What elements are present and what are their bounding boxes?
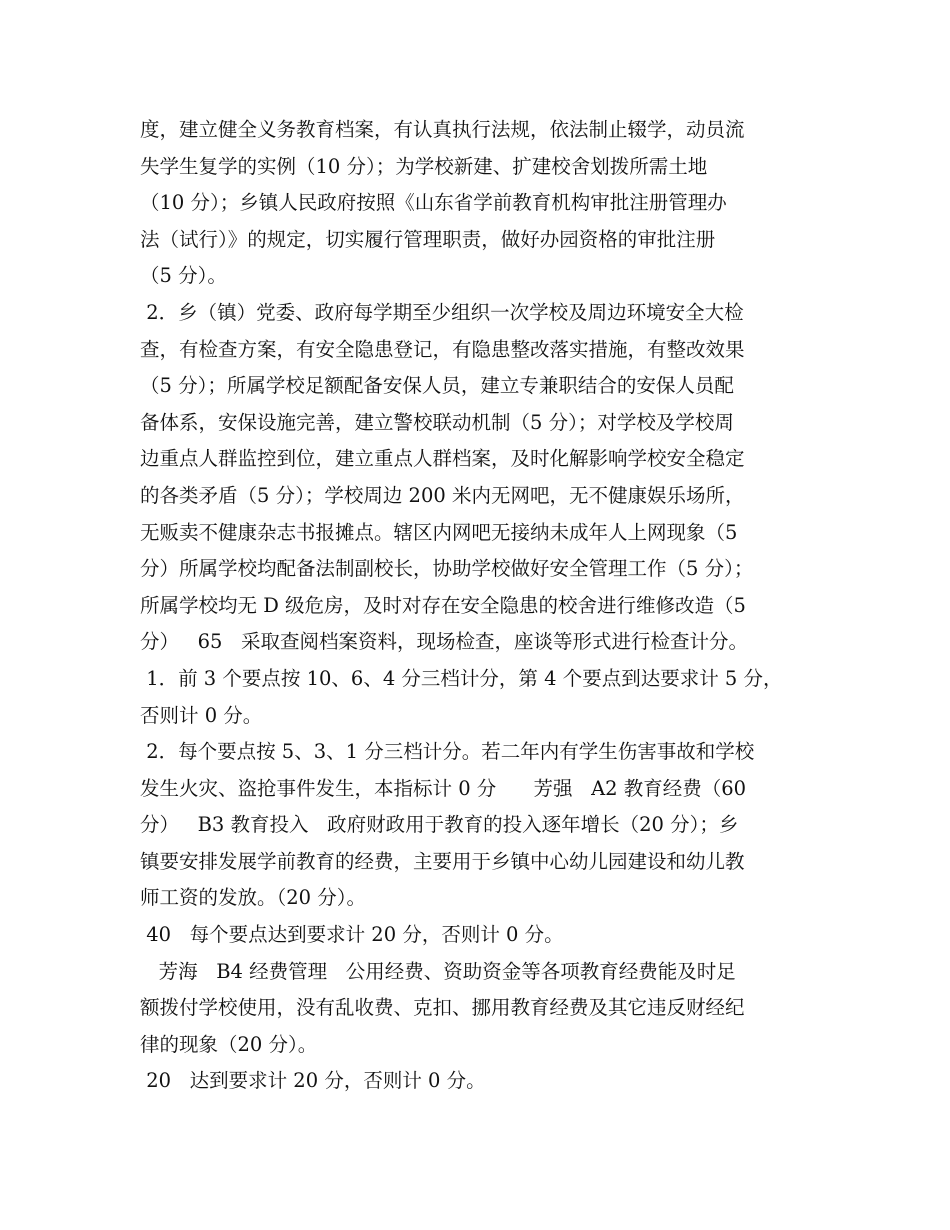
text-line: 镇要安排发展学前教育的经费，主要用于乡镇中心幼儿园建设和幼儿教	[140, 849, 745, 873]
text-line: （5 分）。	[140, 264, 227, 288]
text-line: （5 分）；所属学校足额配备安保人员，建立专兼职结合的安保人员配	[140, 374, 734, 398]
text-line: 所属学校均无 D 级危房，及时对存在安全隐患的校舍进行维修改造（5	[140, 593, 746, 617]
text-line: 40 每个要点达到要求计 20 分，否则计 0 分。	[140, 923, 564, 947]
text-line: 20 达到要求计 20 分，否则计 0 分。	[140, 1069, 486, 1093]
text-line: 1．前 3 个要点按 10、6、4 分三档计分，第 4 个要点到达要求计 5 分，	[140, 666, 783, 690]
text-line: （10 分）；乡镇人民政府按照《山东省学前教育机构审批注册管理办	[140, 191, 727, 215]
text-line: 的各类矛盾（5 分）；学校周边 200 米内无网吧，无不健康娱乐场所，	[140, 483, 745, 507]
text-line: 否则计 0 分。	[140, 703, 263, 727]
text-line: 边重点人群监控到位，建立重点人群档案，及时化解影响学校安全稳定	[140, 447, 745, 471]
text-line: 分） B3 教育投入 政府财政用于教育的投入逐年增长（20 分）；乡	[140, 813, 739, 837]
text-line: 律的现象（20 分）。	[140, 1032, 318, 1056]
text-line: 分） 65 采取查阅档案资料，现场检查，座谈等形式进行检查计分。	[140, 630, 749, 654]
text-line: 度，建立健全义务教育档案，有认真执行法规，依法制止辍学，动员流	[140, 118, 745, 141]
text-line: 师工资的发放。（20 分）。	[140, 886, 367, 910]
text-line: 失学生复学的实例（10 分）；为学校新建、扩建校舍划拨所需土地	[140, 154, 708, 178]
text-line: 无贩卖不健康杂志书报摊点。辖区内网吧无接纳未成年人上网现象（5	[140, 520, 738, 544]
text-line: 查，有检查方案，有安全隐患登记，有隐患整改落实措施，有整改效果	[140, 337, 745, 361]
text-line: 法（试行）》的规定，切实履行管理职责，做好办园资格的审批注册	[140, 227, 716, 251]
document-body	[140, 112, 820, 1100]
text-line: 分）所属学校均配备法制副校长，协助学校做好安全管理工作（5 分）；	[140, 557, 754, 581]
text-line: 额拨付学校使用，没有乱收费、克扣、挪用教育经费及其它违反财经纪	[140, 996, 745, 1020]
text-line: 备体系，安保设施完善，建立警校联动机制（5 分）；对学校及学校周	[140, 410, 734, 434]
text-line: 芳海 B4 经费管理 公用经费、资助资金等各项教育经费能及时足	[140, 959, 736, 983]
text-line: 2．乡（镇）党委、政府每学期至少组织一次学校及周边环境安全大检	[140, 300, 744, 324]
text-line: 发生火灾、盗抢事件发生，本指标计 0 分 芳强 A2 教育经费（60	[140, 776, 747, 800]
text-line: 2．每个要点按 5、3、1 分三档计分。若二年内有学生伤害事故和学校	[140, 740, 755, 764]
